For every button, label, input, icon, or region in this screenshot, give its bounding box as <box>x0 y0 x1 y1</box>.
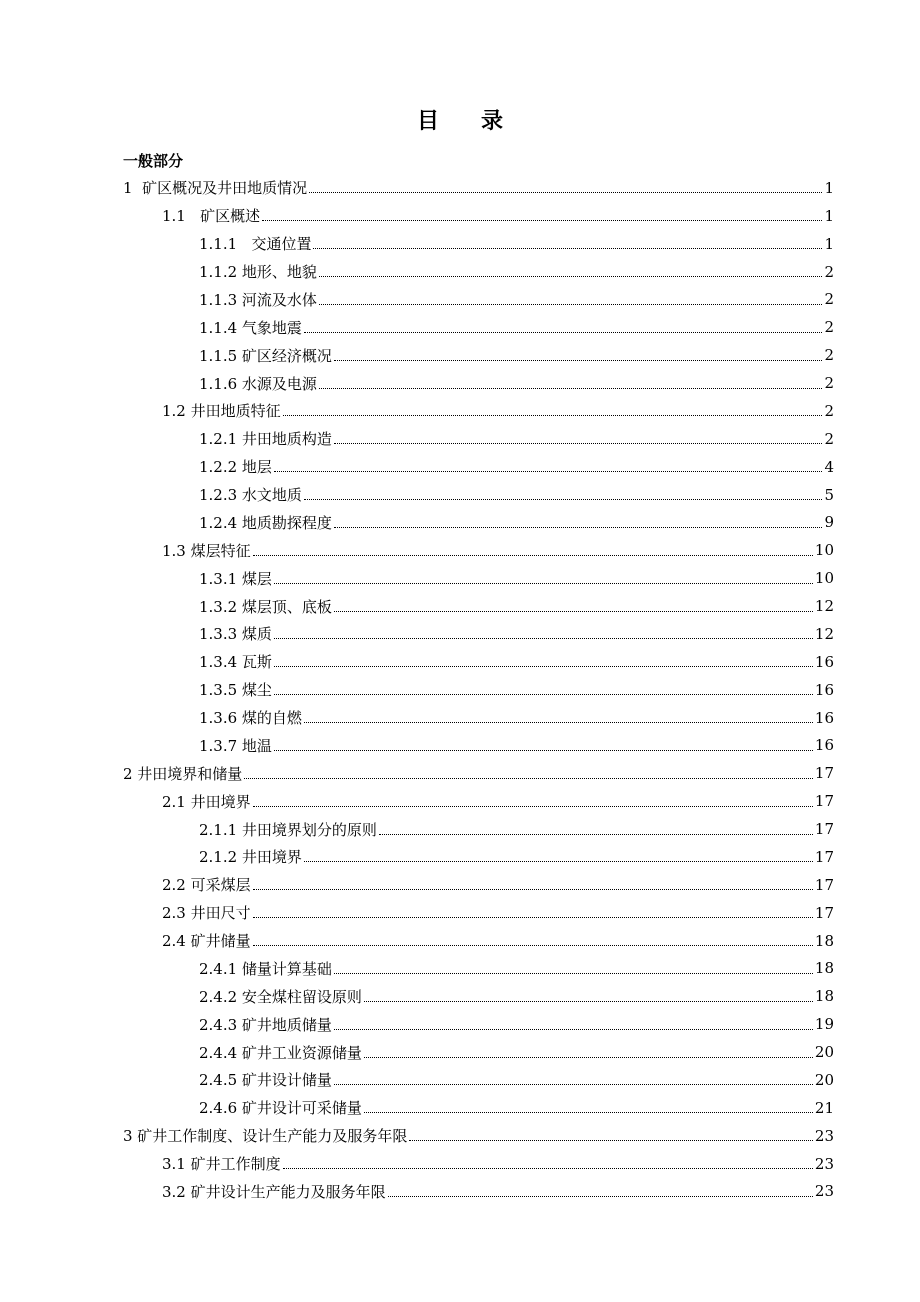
toc-entry-label: 2.4.6 矿井设计可采储量 <box>199 1099 362 1118</box>
toc-entry-label: 1.3.4 瓦斯 <box>199 653 272 672</box>
toc-entry[interactable] <box>0 1094 920 1122</box>
toc-dot-leader <box>364 1057 813 1058</box>
toc-dot-leader <box>304 722 813 723</box>
toc-entry-page-number: 18 <box>814 931 834 950</box>
toc-dot-leader <box>274 750 813 751</box>
toc-entry-page-number: 1 <box>824 178 834 197</box>
toc-entry[interactable] <box>0 258 920 286</box>
toc-entry-label: 1.3.7 地温 <box>199 736 272 755</box>
toc-entry[interactable] <box>0 313 920 341</box>
toc-entry-label: 1.1.2 地形、地貌 <box>199 263 317 282</box>
table-of-contents <box>0 174 920 1205</box>
toc-entry-page-number: 17 <box>814 792 834 811</box>
toc-entry-page-number: 20 <box>814 1043 834 1062</box>
toc-entry[interactable] <box>0 509 920 537</box>
toc-dot-leader <box>274 666 813 667</box>
toc-dot-leader <box>274 583 813 584</box>
toc-entry[interactable] <box>0 787 920 815</box>
toc-entry-page-number: 12 <box>814 597 834 616</box>
toc-entry-label: 1.2.2 地层 <box>199 458 272 477</box>
toc-entry[interactable] <box>0 843 920 871</box>
toc-entry[interactable] <box>0 369 920 397</box>
toc-entry-page-number: 17 <box>814 847 834 866</box>
toc-entry-label: 2.1 井田境界 <box>162 792 251 811</box>
toc-entry[interactable] <box>0 341 920 369</box>
toc-entry-label: 1.2 井田地质特征 <box>162 402 281 421</box>
toc-entry-page-number: 5 <box>824 485 834 504</box>
toc-dot-leader <box>262 220 822 221</box>
toc-entry[interactable] <box>0 871 920 899</box>
toc-entry-label: 1.2.1 井田地质构造 <box>199 430 332 449</box>
toc-entry-label: 2.2 可采煤层 <box>162 876 251 895</box>
toc-dot-leader <box>274 638 813 639</box>
toc-entry-page-number: 2 <box>824 318 834 337</box>
toc-dot-leader <box>274 694 813 695</box>
toc-entry-label: 2.4.2 安全煤柱留设原则 <box>199 987 362 1006</box>
toc-entry-label: 2.4.4 矿井工业资源储量 <box>199 1043 362 1062</box>
toc-entry[interactable] <box>0 481 920 509</box>
toc-entry-label: 3.1 矿井工作制度 <box>162 1155 281 1174</box>
toc-dot-leader <box>253 945 813 946</box>
toc-entry-label: 1.3.3 煤质 <box>199 625 272 644</box>
toc-entry-page-number: 2 <box>824 346 834 365</box>
toc-dot-leader <box>319 276 823 277</box>
toc-entry-page-number: 2 <box>824 374 834 393</box>
toc-entry-page-number: 1 <box>824 234 834 253</box>
toc-dot-leader <box>253 555 813 556</box>
toc-entry[interactable] <box>0 1122 920 1150</box>
toc-dot-leader <box>253 917 813 918</box>
toc-entry-page-number: 10 <box>814 569 834 588</box>
toc-entry-page-number: 10 <box>814 541 834 560</box>
toc-entry-page-number: 2 <box>824 290 834 309</box>
toc-dot-leader <box>304 332 823 333</box>
toc-entry-label: 1.1.4 气象地震 <box>199 318 302 337</box>
toc-entry-page-number: 23 <box>814 1182 834 1201</box>
toc-entry-page-number: 16 <box>814 652 834 671</box>
toc-entry[interactable] <box>0 927 920 955</box>
toc-dot-leader <box>283 1168 813 1169</box>
toc-entry-page-number: 2 <box>824 262 834 281</box>
toc-dot-leader <box>274 471 823 472</box>
toc-entry[interactable] <box>0 453 920 481</box>
toc-entry-page-number: 2 <box>824 401 834 420</box>
toc-entry-label: 1.1.1 交通位置 <box>199 235 312 254</box>
toc-dot-leader <box>334 1029 813 1030</box>
toc-entry[interactable] <box>0 704 920 732</box>
toc-dot-leader <box>304 499 823 500</box>
toc-entry[interactable] <box>0 1066 920 1094</box>
toc-entry[interactable] <box>0 1178 920 1206</box>
toc-dot-leader <box>334 1084 813 1085</box>
toc-dot-leader <box>364 1112 813 1113</box>
toc-dot-leader <box>313 248 822 249</box>
toc-entry-label: 2.1.1 井田境界划分的原则 <box>199 820 377 839</box>
toc-entry-page-number: 1 <box>824 206 834 225</box>
toc-entry-label: 1.2.4 地质勘探程度 <box>199 513 332 532</box>
toc-entry-label: 1.3.5 煤尘 <box>199 681 272 700</box>
toc-entry-label: 2 井田境界和储量 <box>123 764 243 783</box>
toc-entry[interactable] <box>0 955 920 983</box>
section-heading: 一般部分 <box>123 152 184 170</box>
toc-entry-page-number: 9 <box>824 513 834 532</box>
toc-entry-label: 1.2.3 水文地质 <box>199 486 302 505</box>
toc-entry-page-number: 17 <box>814 764 834 783</box>
toc-entry[interactable] <box>0 1010 920 1038</box>
toc-entry-label: 1.3.2 煤层顶、底板 <box>199 597 332 616</box>
toc-entry[interactable] <box>0 230 920 258</box>
toc-entry-page-number: 17 <box>814 875 834 894</box>
toc-dot-leader <box>334 973 813 974</box>
toc-entry-label: 1.1.6 水源及电源 <box>199 374 317 393</box>
toc-entry[interactable] <box>0 592 920 620</box>
toc-dot-leader <box>283 415 823 416</box>
toc-entry-page-number: 2 <box>824 429 834 448</box>
toc-entry[interactable] <box>0 536 920 564</box>
toc-dot-leader <box>334 527 823 528</box>
toc-entry[interactable] <box>0 397 920 425</box>
toc-dot-leader <box>334 360 823 361</box>
toc-entry[interactable] <box>0 759 920 787</box>
toc-entry-label: 1.1 矿区概述 <box>162 207 261 226</box>
toc-dot-leader <box>304 861 813 862</box>
toc-entry-page-number: 16 <box>814 708 834 727</box>
page-title: 目录 <box>416 109 545 134</box>
toc-entry[interactable] <box>0 620 920 648</box>
toc-entry[interactable] <box>0 174 920 202</box>
toc-dot-leader <box>309 192 822 193</box>
toc-entry-label: 1.1.3 河流及水体 <box>199 290 317 309</box>
toc-entry-label: 1.3 煤层特征 <box>162 541 251 560</box>
toc-entry-page-number: 20 <box>814 1070 834 1089</box>
toc-entry-label: 1.1.5 矿区经济概况 <box>199 346 332 365</box>
toc-entry-page-number: 17 <box>814 820 834 839</box>
toc-entry-label: 2.4.3 矿井地质储量 <box>199 1015 332 1034</box>
toc-entry[interactable] <box>0 1038 920 1066</box>
toc-dot-leader <box>409 1140 813 1141</box>
toc-dot-leader <box>364 1001 813 1002</box>
toc-entry-page-number: 16 <box>814 736 834 755</box>
toc-entry-page-number: 18 <box>814 987 834 1006</box>
toc-entry-label: 1.3.1 煤层 <box>199 569 272 588</box>
toc-entry[interactable] <box>0 425 920 453</box>
toc-entry[interactable] <box>0 899 920 927</box>
toc-entry[interactable] <box>0 982 920 1010</box>
toc-dot-leader <box>334 443 823 444</box>
toc-entry-page-number: 18 <box>814 959 834 978</box>
toc-entry[interactable] <box>0 286 920 314</box>
toc-entry-page-number: 17 <box>814 903 834 922</box>
toc-entry-page-number: 23 <box>814 1126 834 1145</box>
toc-entry[interactable] <box>0 1150 920 1178</box>
toc-entry-label: 2.1.2 井田境界 <box>199 848 302 867</box>
toc-entry-label: 2.4.5 矿井设计储量 <box>199 1071 332 1090</box>
toc-entry-page-number: 21 <box>814 1098 834 1117</box>
toc-entry-label: 2.4 矿井储量 <box>162 932 251 951</box>
toc-entry-label: 3.2 矿井设计生产能力及服务年限 <box>162 1182 386 1201</box>
toc-entry[interactable] <box>0 676 920 704</box>
toc-entry-label: 2.4.1 储量计算基础 <box>199 959 332 978</box>
toc-entry-label: 2.3 井田尺寸 <box>162 904 251 923</box>
toc-entry-page-number: 12 <box>814 624 834 643</box>
toc-entry-label: 1 矿区概况及井田地质情况 <box>123 179 308 198</box>
toc-entry-page-number: 4 <box>824 457 834 476</box>
toc-dot-leader <box>319 388 823 389</box>
toc-entry[interactable] <box>0 815 920 843</box>
toc-entry-page-number: 23 <box>814 1154 834 1173</box>
toc-entry[interactable] <box>0 564 920 592</box>
toc-dot-leader <box>244 778 813 779</box>
toc-entry-page-number: 19 <box>814 1015 834 1034</box>
toc-dot-leader <box>388 1196 813 1197</box>
toc-dot-leader <box>253 806 813 807</box>
toc-dot-leader <box>253 889 813 890</box>
toc-entry[interactable] <box>0 732 920 760</box>
toc-dot-leader <box>319 304 823 305</box>
toc-entry[interactable] <box>0 648 920 676</box>
toc-entry-label: 1.3.6 煤的自燃 <box>199 709 302 728</box>
toc-entry-label: 3 矿井工作制度、设计生产能力及服务年限 <box>123 1127 408 1146</box>
toc-entry[interactable] <box>0 202 920 230</box>
toc-entry-page-number: 16 <box>814 680 834 699</box>
toc-dot-leader <box>334 611 813 612</box>
toc-dot-leader <box>379 834 813 835</box>
